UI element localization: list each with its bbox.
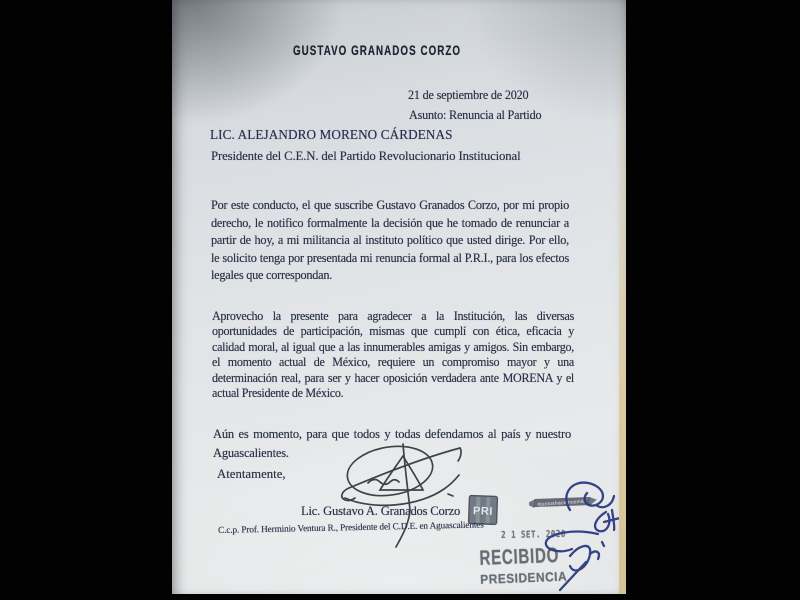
letter-paper [172,0,626,594]
body-paragraph-3: Aún es momento, para que todos y todas defendamos al país y nuestro Aguascalientes. [213,427,571,461]
signer-name: Lic. Gustavo A. Granados Corzo [301,504,461,518]
blue-ink-signature [540,476,626,592]
recipient-name: LIC. ALEJANDRO MORENO CÁRDENAS [210,127,453,142]
date-received-stamp: 2 1 SET. 2020 [501,528,566,541]
body-paragraph-2: Aprovecho la presente para agradecer a la Institución, las diversas oportunidades de participación, mismas que cumplí con ética, eficacia y calidad moral, al igual que a las innumerables amigas y amigos. Sin embargo, el momento actual de México, requiere un compromiso mayor y una determinación real, para ser y hacer oposición verdadera ante MORENA y el actual Presidente de México. [212,309,574,401]
received-stamp-line2: PRESIDENCIA [479,568,568,587]
recipient-title: Presidente del C.E.N. del Partido Revolucionario Institucional [211,149,521,163]
closing-salutation: Atentamente, [217,467,286,481]
ccp-line: C.c.p. Prof. Herminio Ventura R., Presidente del C.D.E. en Aguascalientes [218,520,484,536]
ribbon-slogan-text: #juntoshacemosmás [537,498,587,508]
paper-edge [619,0,626,594]
pri-logo-text: PRI [472,505,494,518]
received-stamp-line1: RECIBIDO [479,543,560,570]
letter-header-name: GUSTAVO GRANADOS CORZO [293,42,462,58]
date-line: 21 de septiembre de 2020 [408,88,529,102]
body-paragraph-1: Por este conducto, el que suscribe Gustavo Granados Corzo, por mi propio derecho, le notifico formalmente la decisión que he tomado de renunciar a partir de hoy, a mi militancia al instituto político que usted dirige. Por ello, le solicito tenga por presentada mi renuncia formal al P.R.I., para los efectos legales que correspondan. [211,198,569,282]
subject-line: Asunto: Renuncia al Partido [409,108,542,122]
